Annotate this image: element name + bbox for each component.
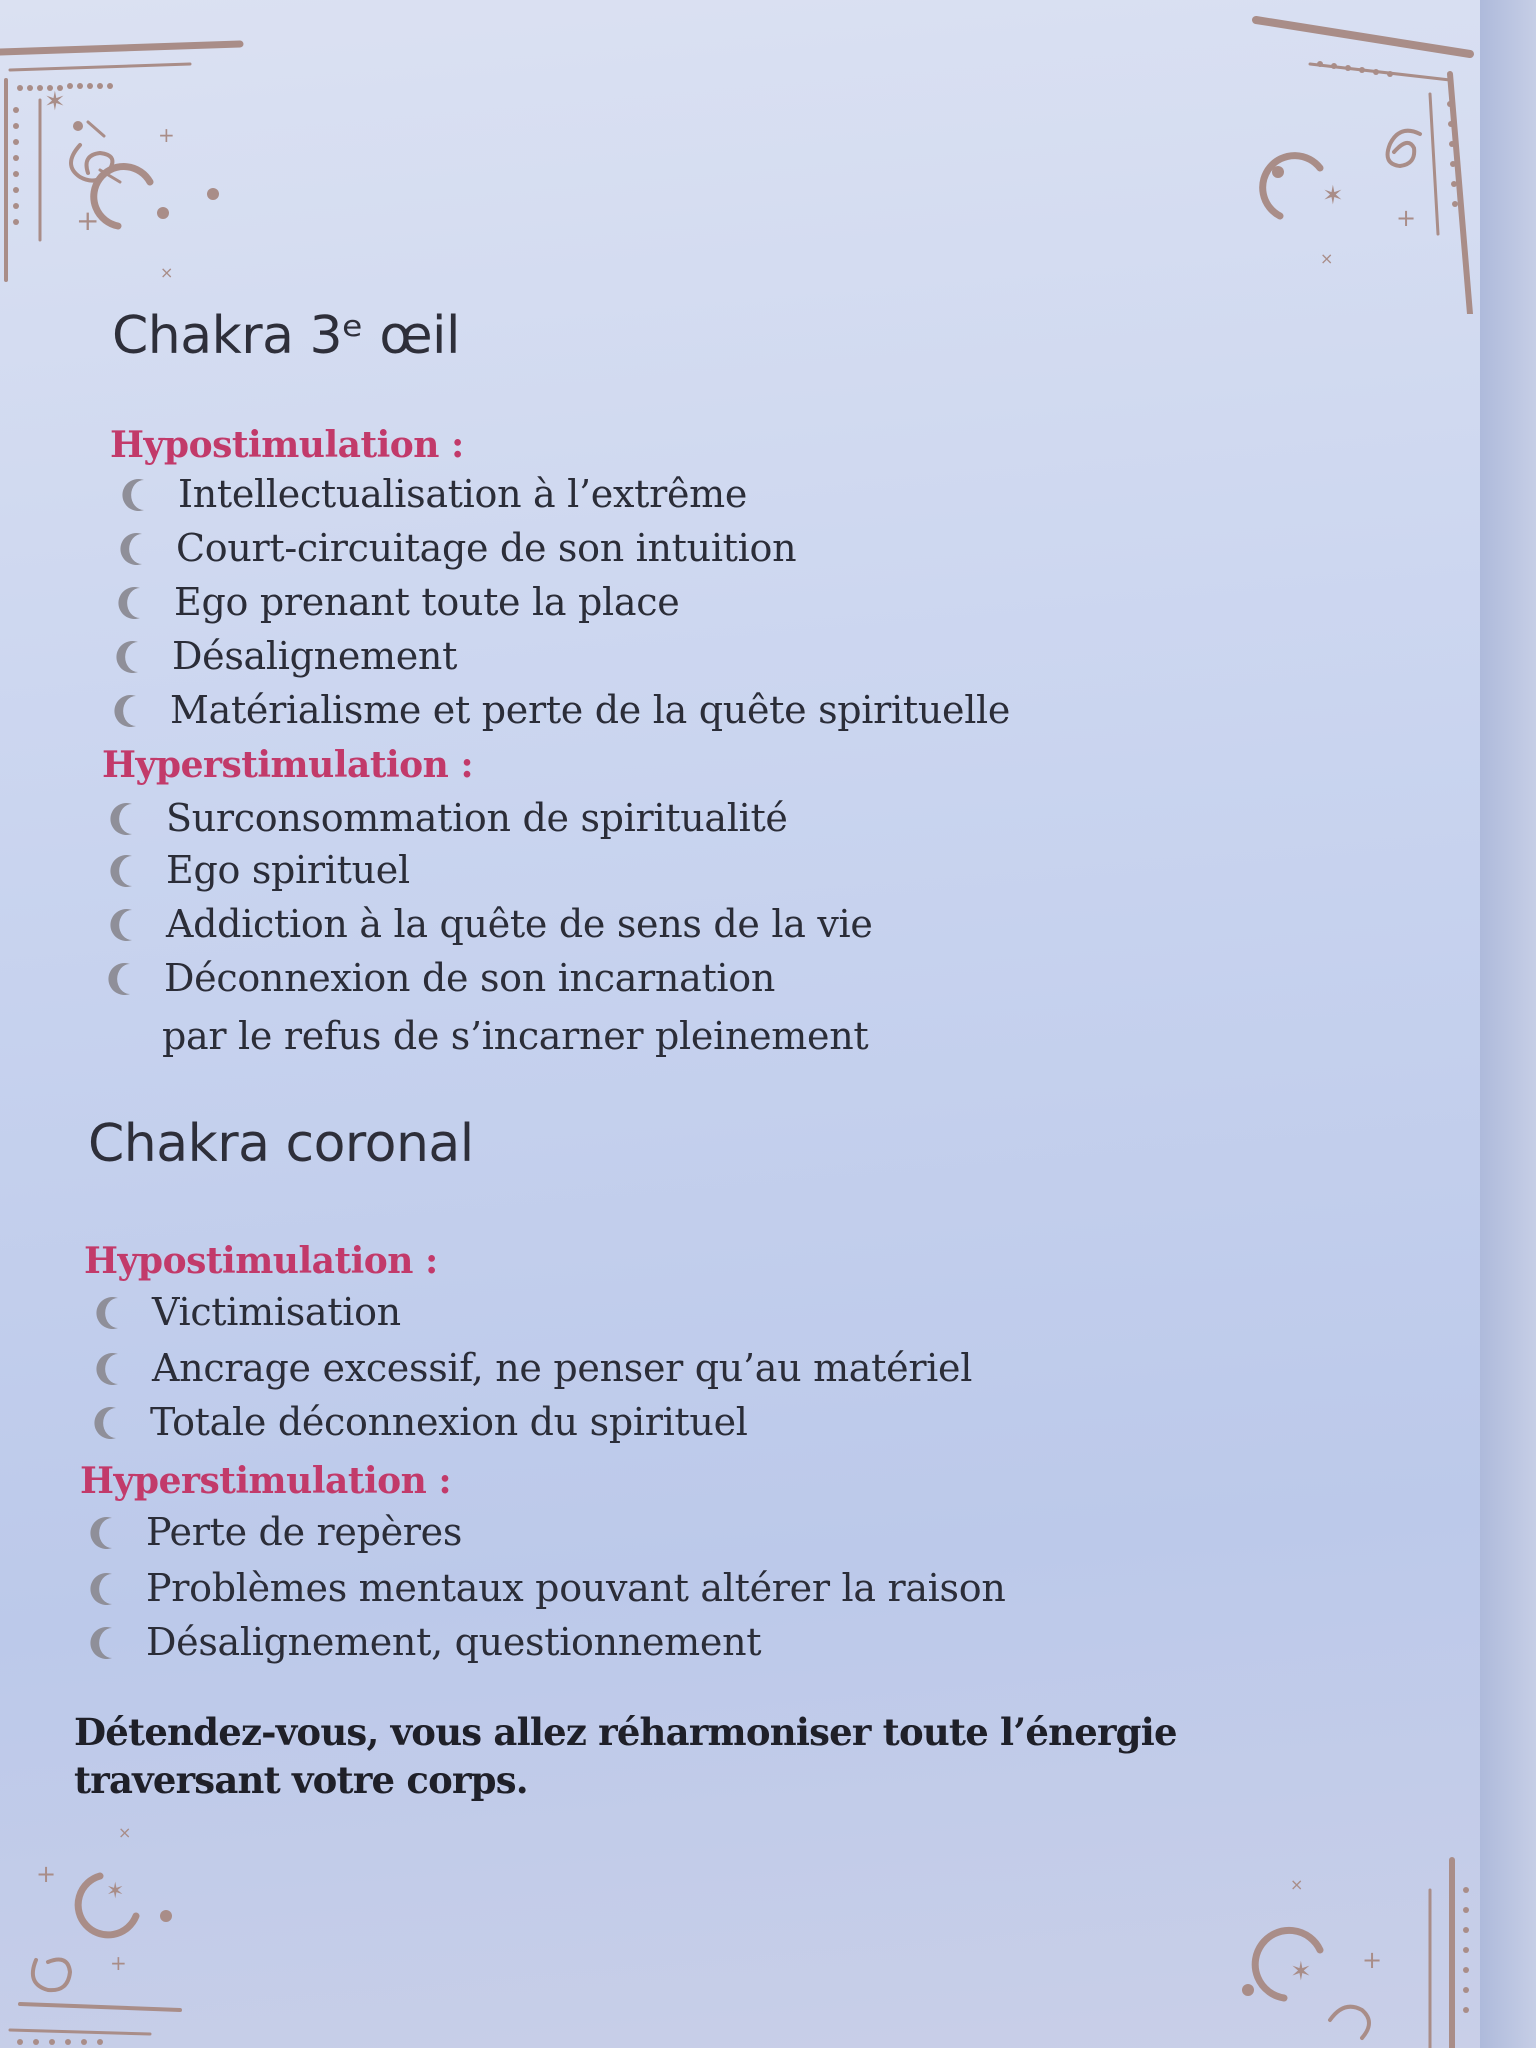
svg-text:✶: ✶	[106, 1879, 125, 1904]
hyperstimulation-label: Hyperstimulation :	[80, 1460, 452, 1502]
list-item: Addiction à la quête de sens de la vie	[166, 902, 873, 946]
svg-text:×: ×	[160, 263, 174, 282]
svg-text:+: +	[158, 123, 175, 147]
crescent-moon-icon	[114, 584, 148, 622]
top-right-corner-ornament-icon	[1250, 14, 1480, 314]
chakra-title-third-eye: Chakra 3ᵉ œil	[112, 306, 460, 366]
crescent-moon-icon	[90, 1404, 124, 1442]
crescent-moon-icon	[106, 852, 140, 890]
hypostimulation-label: Hypostimulation :	[110, 424, 464, 466]
crescent-moon-icon	[118, 476, 152, 514]
crescent-moon-icon	[104, 960, 138, 998]
list-item: Intellectualisation à l’extrême	[178, 472, 747, 516]
bottom-right-corner-ornament-icon	[1230, 1850, 1480, 2048]
svg-text:+: +	[1396, 204, 1417, 232]
chakra-title-coronal: Chakra coronal	[88, 1114, 474, 1174]
list-item: Désalignement, questionnement	[146, 1620, 761, 1664]
list-item: Surconsommation de spiritualité	[166, 796, 788, 840]
list-item: Victimisation	[152, 1290, 401, 1334]
svg-text:×: ×	[1290, 1875, 1304, 1894]
list-item: Ego prenant toute la place	[174, 580, 679, 624]
top-left-corner-ornament-icon	[0, 30, 250, 290]
crescent-moon-icon	[92, 1294, 126, 1332]
crescent-moon-icon	[86, 1514, 120, 1552]
svg-text:+: +	[36, 1860, 57, 1888]
list-item: Ancrage excessif, ne penser qu’au matériel	[152, 1346, 972, 1390]
hypostimulation-label: Hypostimulation :	[84, 1240, 438, 1282]
list-item: Ego spirituel	[166, 848, 410, 892]
list-item: Perte de repères	[146, 1510, 462, 1554]
crescent-moon-icon	[112, 638, 146, 676]
crescent-moon-icon	[86, 1570, 120, 1608]
list-item-continuation: par le refus de s’incarner pleinement	[162, 1014, 869, 1058]
list-item: Matérialisme et perte de la quête spirituelle	[170, 688, 1010, 732]
svg-text:×: ×	[1320, 249, 1334, 268]
closing-paragraph: Détendez-vous, vous allez réharmoniser toute l’énergie traversant votre corps.	[74, 1710, 1177, 1802]
crescent-moon-icon	[106, 800, 140, 838]
svg-text:+: +	[76, 204, 100, 237]
crescent-moon-icon	[110, 692, 144, 730]
crescent-moon-icon	[92, 1350, 126, 1388]
list-item: Problèmes mentaux pouvant altérer la raison	[146, 1566, 1006, 1610]
list-item: Déconnexion de son incarnation	[164, 956, 775, 1000]
crescent-moon-icon	[106, 906, 140, 944]
svg-text:+: +	[110, 1951, 127, 1975]
crescent-moon-icon	[86, 1624, 120, 1662]
bottom-left-corner-ornament-icon	[0, 1820, 220, 2048]
list-item: Désalignement	[172, 634, 457, 678]
page-edge	[1480, 0, 1536, 2048]
svg-text:+: +	[1362, 1946, 1383, 1974]
list-item: Totale déconnexion du spirituel	[150, 1400, 748, 1444]
svg-text:×: ×	[118, 1823, 132, 1842]
list-item: Court-circuitage de son intuition	[176, 526, 796, 570]
svg-text:✶: ✶	[1290, 1957, 1312, 1987]
svg-text:✶: ✶	[44, 87, 66, 117]
crescent-moon-icon	[116, 530, 150, 568]
hyperstimulation-label: Hyperstimulation :	[102, 744, 474, 786]
svg-text:✶: ✶	[1322, 181, 1344, 211]
